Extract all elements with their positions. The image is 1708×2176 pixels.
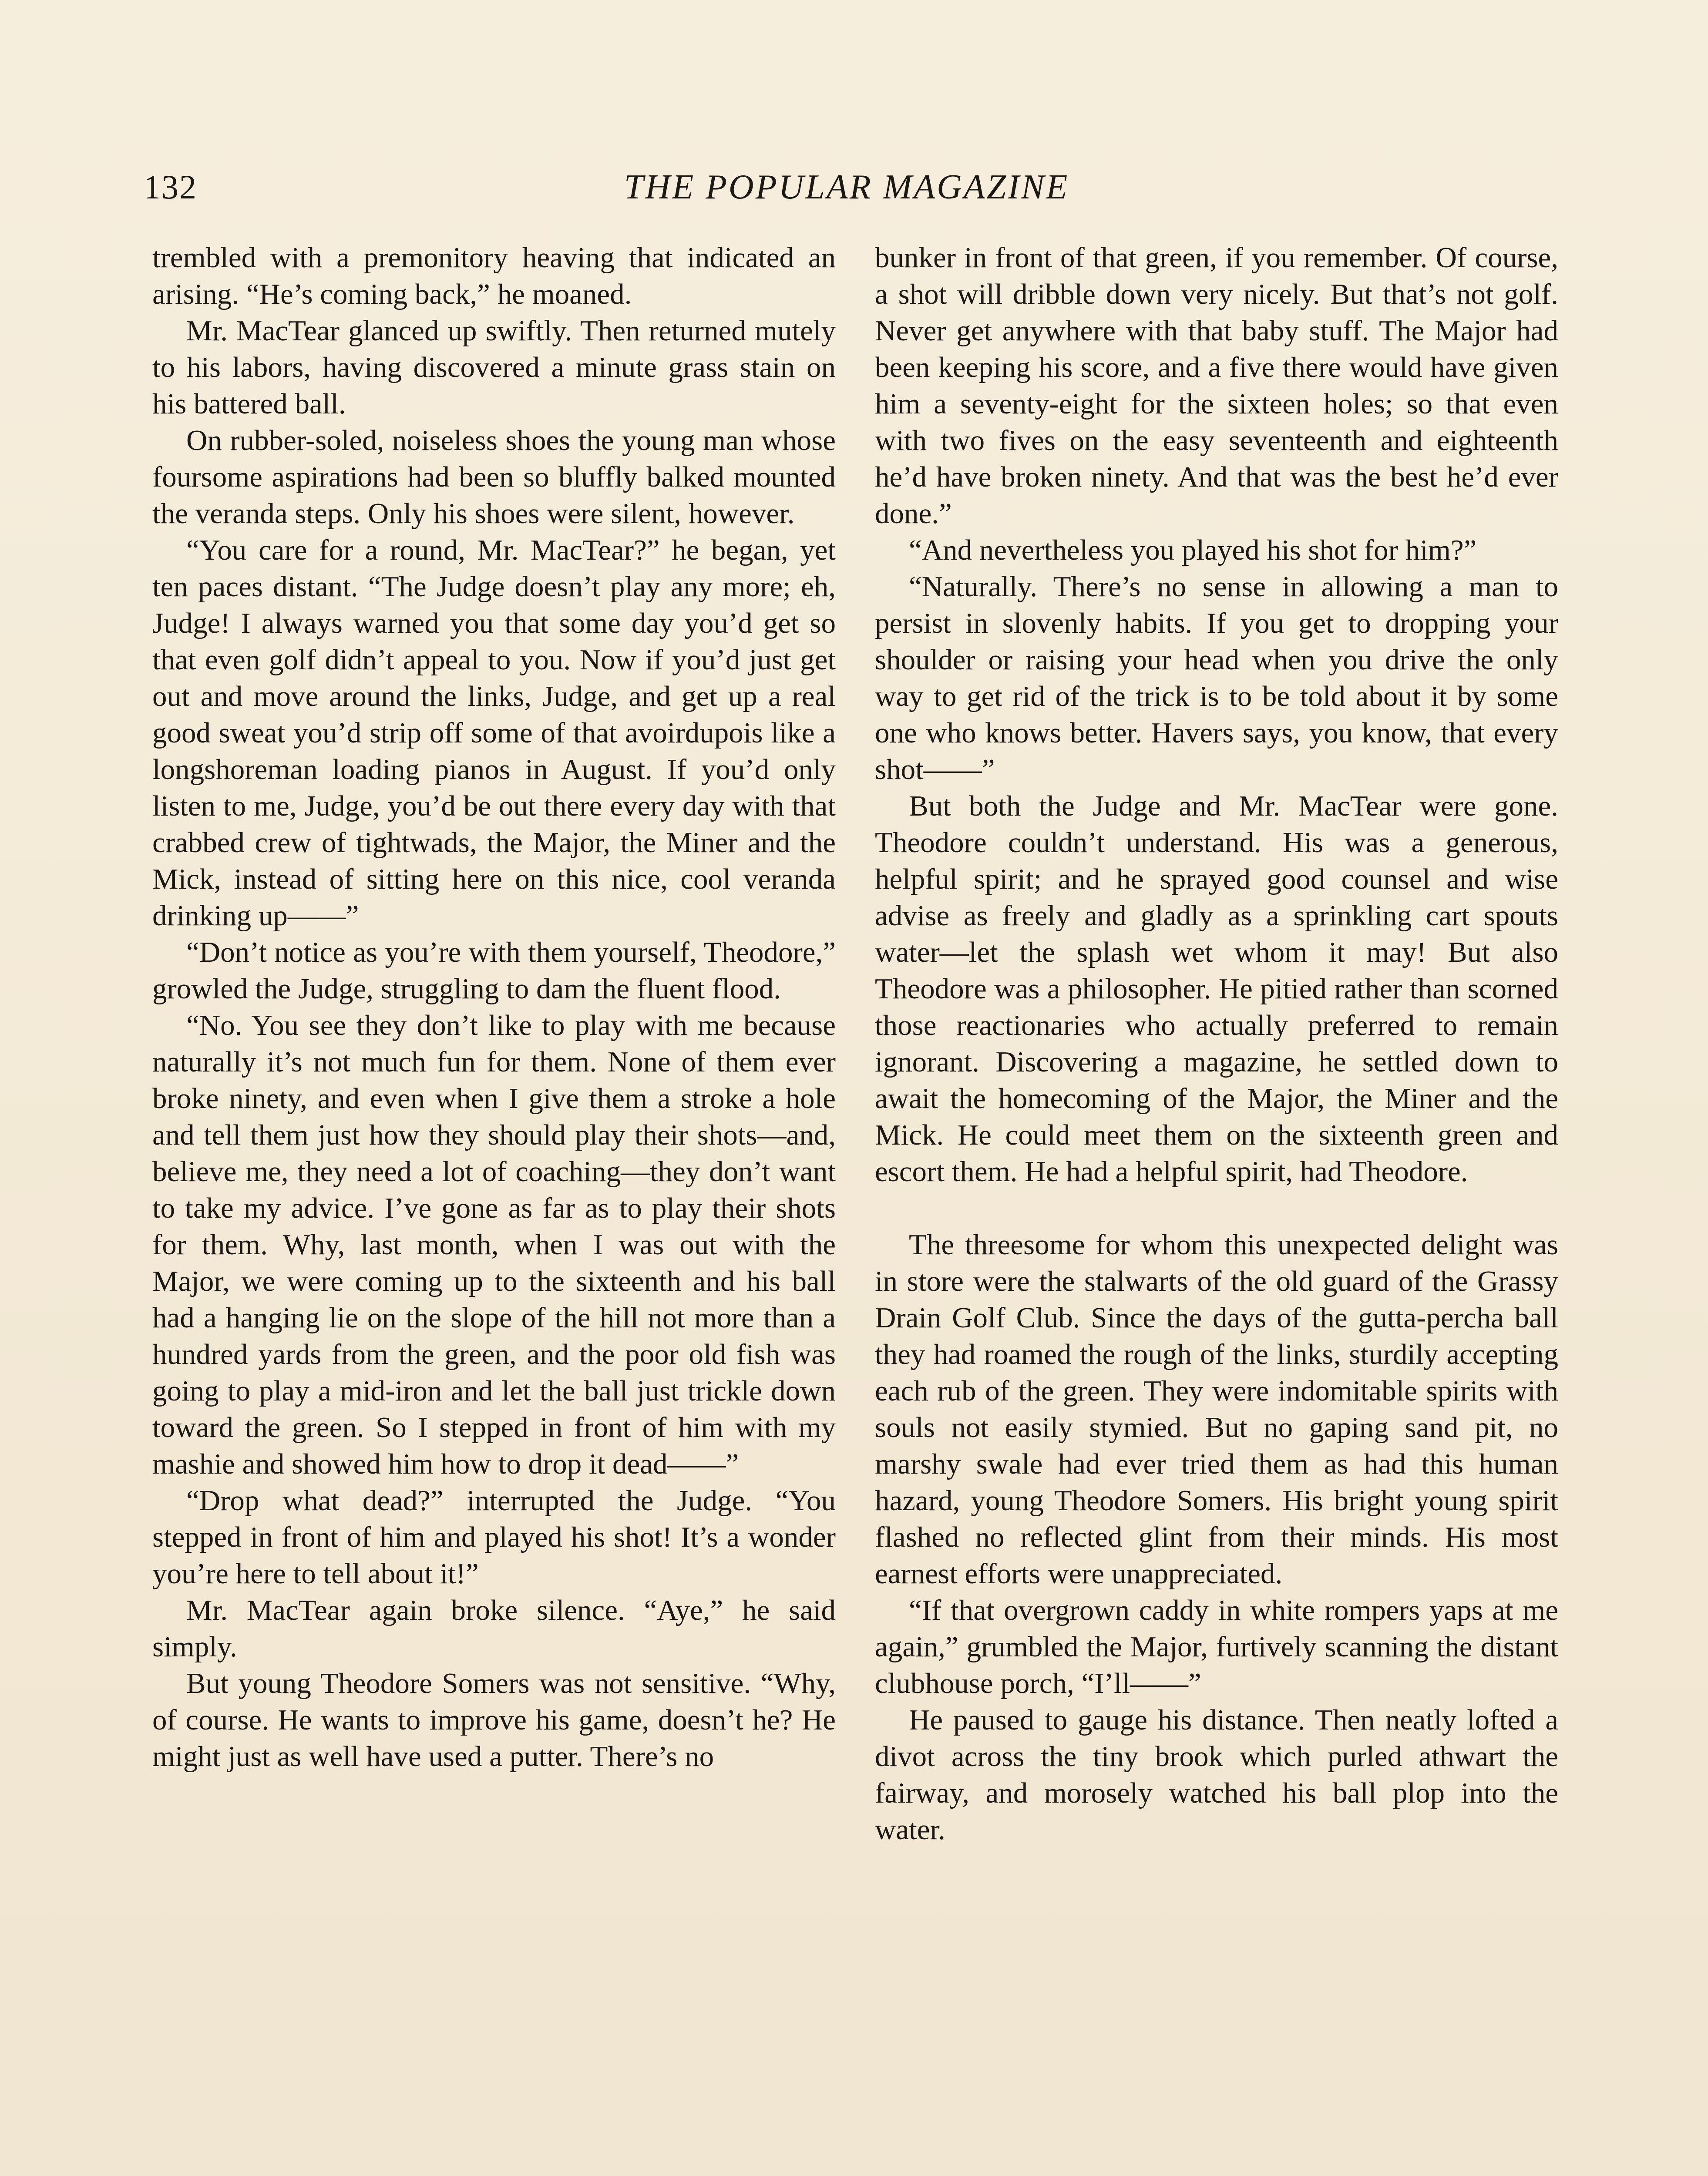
paragraph: On rubber-soled, noiseless shoes the young man whose foursome aspirations had been so bluffly balked mounted the veranda steps. Only his shoes were silent, however.	[152, 424, 836, 530]
left-column	[152, 239, 836, 2176]
right-column	[875, 239, 1558, 2176]
paragraph: trembled with a premonitory heaving that indicated an arising. “He’s coming back,” he moaned.	[152, 242, 836, 310]
paragraph: But young Theodore Somers was not sensitive. “Why, of course. He wants to improve his game, doesn’t he? He might just as well have used a putter. There’s no	[152, 1667, 836, 1773]
paragraph: Mr. MacTear again broke silence. “Aye,” he said simply.	[152, 1594, 836, 1663]
paragraph: “No. You see they don’t like to play with me because naturally it’s not much fun for them. None of them ever broke ninety, and even when I give them a stroke a hole and tell them just how they should play their shots—and, believe me, they need a lot of coaching—they don’t want to take my advice. I’ve gone as far as to play their shots for them. Why, last month, when I was out with the Major, we were coming up to the sixteenth and his ball had a hanging lie on the slope of the hill not more than a hundred yards from the green, and the poor old fish was going to play a mid-iron and let the ball just trickle down toward the green. So I stepped in front of him with my mashie and showed him how to drop it dead——”	[152, 1009, 836, 1480]
paragraph: “Drop what dead?” interrupted the Judge. “You stepped in front of him and played his shot! It’s a wonder you’re here to tell about it!”	[152, 1484, 836, 1590]
paragraph: But both the Judge and Mr. MacTear were gone. Theodore couldn’t understand. His was a generous, helpful spirit; and he sprayed good counsel and wise advise as freely and gladly as a sprinkling cart spouts water—let the splash wet whom it may! But also Theodore was a philosopher. He pitied rather than scorned those reactionaries who actually preferred to remain ignorant. Discovering a magazine, he settled down to await the homecoming of the Major, the Miner and the Mick. He could meet them on the sixteenth green and escort them. He had a helpful spirit, had Theodore.	[875, 790, 1558, 1188]
paragraph: Mr. MacTear glanced up swiftly. Then returned mutely to his labors, having discovered a minute grass stain on his battered ball.	[152, 315, 836, 420]
paragraph: He paused to gauge his distance. Then neatly lofted a divot across the tiny brook which purled athwart the fairway, and morosely watched his ball plop into the water.	[875, 1704, 1558, 1846]
paragraph: “Naturally. There’s no sense in allowing a man to persist in slovenly habits. If you get to dropping your shoulder or raising your head when you drive the only way to get rid of the trick is to be told about it by some one who knows better. Havers says, you know, that every shot——”	[875, 571, 1558, 786]
paragraph: bunker in front of that green, if you remember. Of course, a shot will dribble down very nicely. But that’s not golf. Never get anywhere with that baby stuff. The Major had been keeping his score, and a five there would have given him a seventy-eight for the sixteen holes; so that even with two fives on the easy seventeenth and eighteenth he’d have broken ninety. And that was the best he’d ever done.”	[875, 242, 1558, 530]
paragraph: The threesome for whom this unexpected delight was in store were the stalwarts of the old guard of the Grassy Drain Golf Club. Since the days of the gutta-percha ball they had roamed the rough of the links, sturdily accepting each rub of the green. They were indomitable spirits with souls not easily stymied. But no gaping sand pit, no marshy swale had ever tried them as had this human hazard, young Theodore Somers. His bright young spirit flashed no reflected glint from their minds. His most earnest efforts were unappreciated.	[875, 1229, 1558, 1590]
page-number: 132	[144, 168, 197, 206]
paragraph: “You care for a round, Mr. MacTear?” he began, yet ten paces distant. “The Judge doesn’t play any more; eh, Judge! I always warned you that some day you’d get so that even golf didn’t appeal to you. Now if you’d just get out and move around the links, Judge, and get up a real good sweat you’d strip off some of that avoirdupois like a longshoreman loading pianos in August. If you’d only listen to me, Judge, you’d be out there every day with that crabbed crew of tightwads, the Major, the Miner and the Mick, instead of sitting here on this nice, cool veranda drinking up——”	[152, 534, 836, 932]
page-header	[144, 161, 1550, 213]
paragraph: “Don’t notice as you’re with them yourself, Theodore,” growled the Judge, struggling to dam the fluent flood.	[152, 936, 836, 1005]
paragraph: “And nevertheless you played his shot for him?”	[909, 534, 1477, 566]
magazine-title: THE POPULAR MAGAZINE	[624, 168, 1069, 206]
paragraph: “If that overgrown caddy in white rompers yaps at me again,” grumbled the Major, furtively scanning the distant clubhouse porch, “I’ll——”	[875, 1594, 1558, 1699]
